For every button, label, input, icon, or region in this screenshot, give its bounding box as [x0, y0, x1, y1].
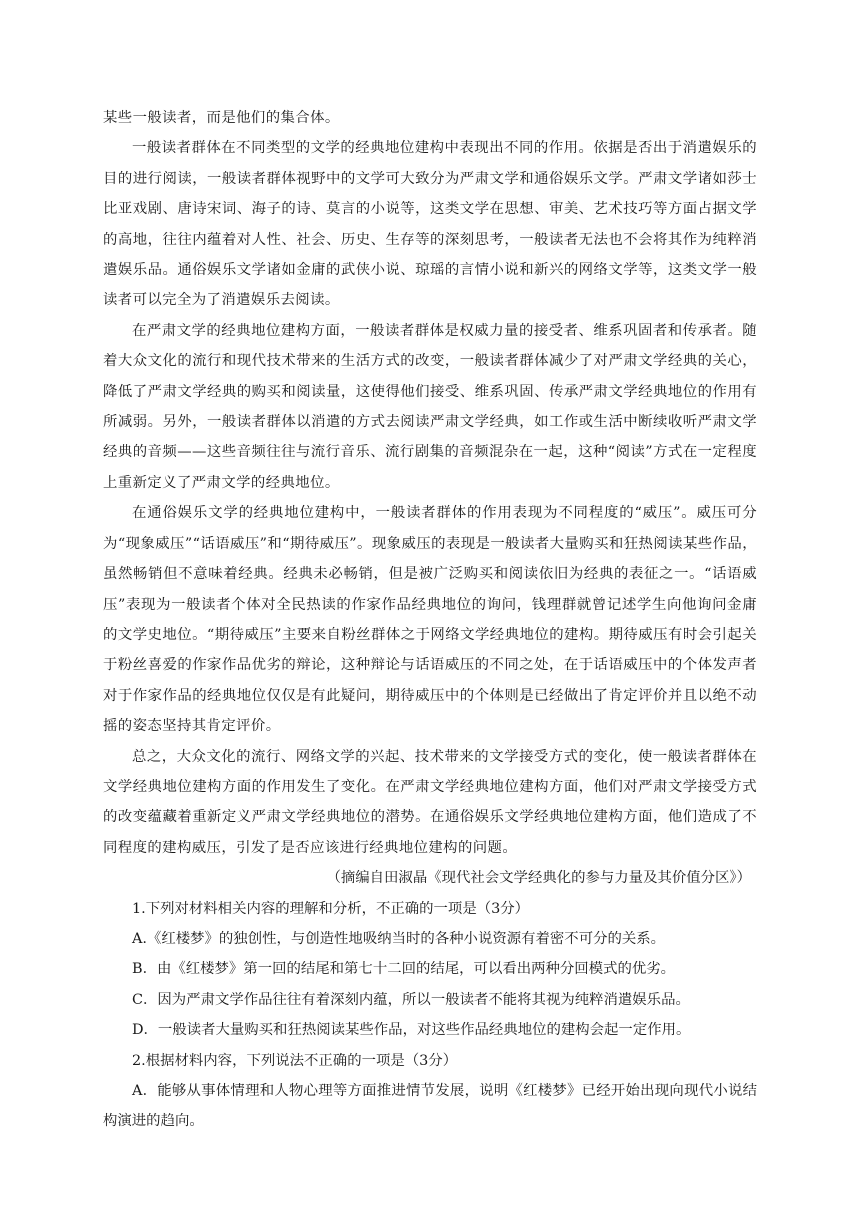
option-a: A．能够从事体情理和人物心理等方面推进情节发展，说明《红楼梦》已经开始出现向现代小说结构演进的趋向。 — [103, 1083, 757, 1130]
article-paragraph: 一般读者群体在不同类型的文学的经典地位建构中表现出不同的作用。依据是否出于消遣娱乐的目的进行阅读，一般读者群体视野中的文学可大致分为严肃文学和通俗娱乐文学。严肃文学诸如莎士比亚戏剧、唐诗宋词、海子的诗、莫言的小说等，这类文学在思想、审美、艺术技巧等方面占据文学的高地，往往内蕴着对人性、社会、历史、生存等的深刻思考，一般读者无法也不会将其作为纯粹消遣娱乐品。通俗娱乐文学诸如金庸的武侠小说、琼瑶的言情小说和新兴的网络文学等，这类文学一般读者可以完全为了消遣娱乐去阅读。 — [103, 140, 757, 309]
question-1 — [103, 894, 757, 1046]
option-c: C．因为严肃文学作品往往有着深刻内蕴，所以一般读者不能将其视为纯粹消遣娱乐品。 — [132, 991, 690, 1008]
question-2 — [103, 1046, 757, 1137]
article-paragraph: 总之，大众文化的流行、网络文学的兴起、技术带来的文学接受方式的变化，使一般读者群体在文学经典地位建构方面的作用发生了变化。在严肃文学经典地位建构方面，他们对严肃文学接受方式的改变蕴藏着重新定义严肃文学经典地位的潜势。在通俗娱乐文学经典地位建构方面，他们造成了不同程度的建构威压，引发了是否应该进行经典地位建构的问题。 — [103, 748, 757, 856]
source-citation: （摘编自田淑晶《现代社会文学经典化的参与力量及其价值分区》） — [326, 870, 751, 887]
option-d: D．一般读者大量购买和狂热阅读某些作品，对这些作品经典地位的建构会起一定作用。 — [132, 1022, 691, 1039]
question-stem: 2.根据材料内容，下列说法不正确的一项是（3分） — [132, 1052, 458, 1069]
document-page — [103, 103, 757, 1137]
article-paragraph: 某些一般读者，而是他们的集合体。 — [103, 110, 340, 126]
option-a: A.《红楼梦》的独创性，与创造性地吸纳当时的各种小说资源有着密不可分的关系。 — [132, 930, 666, 947]
question-stem: 1.下列对材料相关内容的理解和分析，不正确的一项是（3分） — [132, 900, 530, 917]
article-paragraph: 在通俗娱乐文学的经典地位建构中，一般读者群体的作用表现为不同程度的“威压”。威压可分为“现象威压”“话语威压”和“期待威压”。现象威压的表现是一般读者大量购买和狂热阅读某些作品，虽然畅销但不意味着经典。经典未必畅销，但是被广泛购买和阅读依旧为经典的表征之一。“话语威压”表现为一般读者个体对全民热读的作家作品经典地位的询问，钱理群就曾记述学生向他询问金庸的文学史地位。“期待威压”主要来自粉丝群体之于网络文学经典地位的建构。期待威压有时会引起关于粉丝喜爱的作家作品优劣的辩论，这种辩论与话语威压的不同之处，在于话语威压中的个体发声者对于作家作品的经典地位仅仅是有此疑问，期待威压中的个体则是已经做出了肯定评价并且以绝不动摇的姿态坚持其肯定评价。 — [103, 505, 757, 735]
option-b: B．由《红楼梦》第一回的结尾和第七十二回的结尾，可以看出两种分回模式的优劣。 — [132, 961, 676, 978]
article-paragraph: 在严肃文学的经典地位建构方面，一般读者群体是权威力量的接受者、维系巩固者和传承者。随着大众文化的流行和现代技术带来的生活方式的改变，一般读者群体减少了对严肃文学经典的关心，降低了严肃文学经典的购买和阅读量，这使得他们接受、维系巩固、传承严肃文学经典地位的作用有所减弱。另外，一般读者群体以消遣的方式去阅读严肃文学经典，如工作或生活中断续收听严肃文学经典的音频——这些音频往往与流行音乐、流行剧集的音频混杂在一起，这种“阅读”方式在一定程度上重新定义了严肃文学的经典地位。 — [103, 322, 757, 491]
